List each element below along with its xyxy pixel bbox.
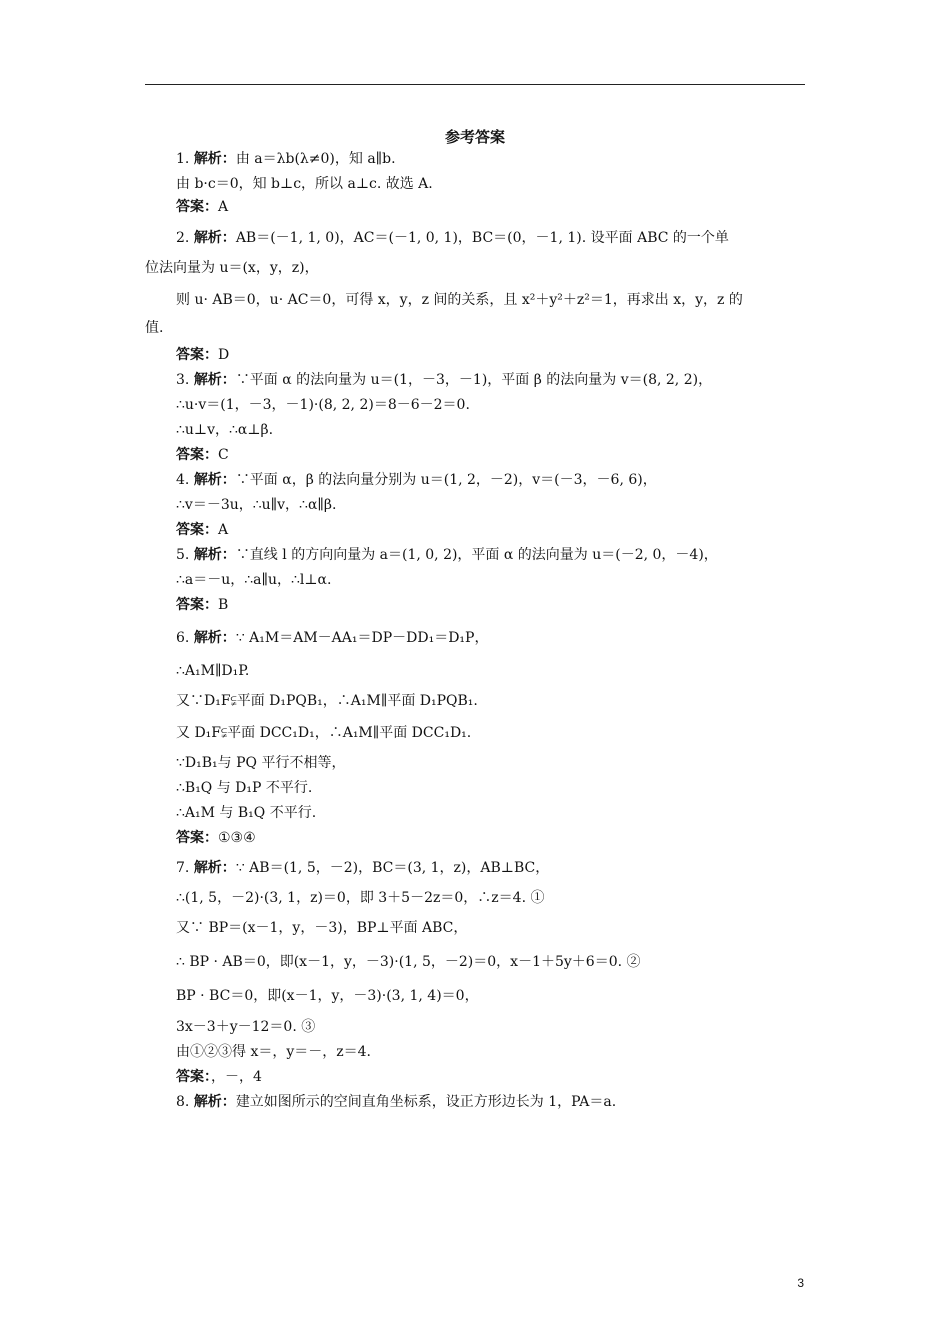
text-line — [176, 445, 229, 465]
text-line — [176, 345, 229, 365]
item-number: 6. — [176, 630, 194, 646]
text-line — [176, 1067, 262, 1087]
answer-label: 答案： — [176, 347, 218, 363]
text-line — [176, 545, 718, 565]
item-number: 5. — [176, 547, 194, 563]
line-text: 由 a＝λb(λ≠0)，知 a∥b. — [235, 151, 396, 167]
text-line — [145, 258, 319, 278]
line-text: 则 u· AB＝0，u· AC＝0，可得 x，y，z 间的关系，且 x²＋y²＋z²＝1，再求出 x，y，z 的 — [176, 292, 743, 308]
text-line — [176, 952, 641, 972]
text-line — [176, 828, 256, 848]
line-text: 又∵D₁F⫋平面 D₁PQB₁，∴A₁M∥平面 D₁PQB₁. — [176, 693, 478, 709]
line-text: ∵ AB＝(1, 5，－2)，BC＝(3, 1，z)，AB⊥BC， — [235, 860, 550, 876]
item-number: 8. — [176, 1094, 194, 1110]
line-text: 建立如图所示的空间直角坐标系，设正方形边长为 1，PA＝a. — [235, 1094, 617, 1110]
answer-label: 答案： — [176, 830, 218, 846]
text-line — [176, 1042, 371, 1062]
answer-label: 答案： — [176, 447, 218, 463]
line-text: ∴A₁M∥D₁P. — [176, 663, 250, 679]
item-number: 4. — [176, 472, 194, 488]
text-line — [145, 318, 163, 338]
analysis-label: 解析： — [193, 151, 236, 167]
analysis-label: 解析： — [193, 860, 236, 876]
line-text: ∴B₁Q 与 D₁P 不平行. — [176, 780, 313, 796]
answer-label: 答案： — [176, 522, 218, 538]
text-line — [176, 986, 479, 1006]
line-text: ∵平面 α 的法向量为 u＝(1，－3，－1)，平面 β 的法向量为 v＝(8, 2, 2)， — [235, 372, 713, 388]
text-line — [176, 149, 396, 169]
line-text: ∵直线 l 的方向向量为 a＝(1, 0, 2)，平面 α 的法向量为 u＝(－2, 0，－4)， — [235, 547, 718, 563]
text-line — [176, 420, 273, 440]
text-line — [176, 197, 228, 217]
text-line — [176, 370, 712, 390]
line-text: A — [218, 522, 229, 538]
text-line — [176, 661, 249, 681]
line-text: 又 D₁F⫋平面 DCC₁D₁，∴A₁M∥平面 DCC₁D₁. — [176, 725, 472, 741]
line-text: A — [218, 199, 229, 215]
line-text: 由 b·c＝0，知 b⊥c，所以 a⊥c. 故选 A. — [176, 176, 433, 192]
text-line — [176, 228, 729, 248]
text-line — [176, 918, 467, 938]
item-number: 7. — [176, 860, 194, 876]
answer-label: 答案： — [176, 199, 218, 215]
line-text: ∵平面 α，β 的法向量分别为 u＝(1, 2，－2)，v＝(－3，－6, 6)， — [235, 472, 657, 488]
item-number: 1. — [176, 151, 194, 167]
line-text: ∴v＝－3u，∴u∥v，∴α∥β. — [176, 497, 337, 513]
analysis-label: 解析： — [193, 472, 236, 488]
text-line — [176, 174, 433, 194]
line-text: ∴u⊥v，∴α⊥β. — [176, 422, 274, 438]
line-text: ∴a＝－u，∴a∥u，∴l⊥α. — [176, 572, 332, 588]
text-line — [176, 1092, 616, 1112]
text-line — [176, 570, 331, 590]
page-title: 参考答案 — [444, 128, 505, 146]
text-line — [176, 628, 488, 648]
text-line — [176, 470, 657, 490]
line-text: ∴(1, 5，－2)·(3, 1，z)＝0，即 3＋5－2z＝0，∴z＝4. ① — [176, 890, 545, 906]
text-line — [176, 753, 345, 773]
text-line — [176, 395, 470, 415]
line-text: ∵ A₁M＝AM－AA₁＝DP－DD₁＝D₁P， — [235, 630, 489, 646]
line-text: C — [218, 447, 229, 463]
line-text: 由①②③得 x＝，y＝－，z＝4. — [176, 1044, 371, 1060]
answer-label: 答案： — [176, 597, 218, 613]
text-line — [176, 595, 228, 615]
analysis-label: 解析： — [193, 1094, 236, 1110]
line-text: D — [218, 347, 230, 363]
text-line — [176, 858, 549, 878]
analysis-label: 解析： — [193, 630, 236, 646]
line-text: ∴A₁M 与 B₁Q 不平行. — [176, 805, 317, 821]
analysis-label: 解析： — [193, 230, 236, 246]
line-text: ①③④ — [218, 830, 256, 846]
text-line — [176, 1017, 315, 1037]
line-text: 又∵ BP＝(x－1，y，－3)，BP⊥平面 ABC， — [176, 920, 468, 936]
text-line — [176, 495, 336, 515]
item-number: 2. — [176, 230, 194, 246]
text-line — [176, 691, 478, 711]
text-line — [176, 290, 743, 310]
item-number: 3. — [176, 372, 194, 388]
answer-label: 答案： — [176, 1069, 211, 1085]
text-line — [176, 778, 312, 798]
line-text: BP · BC＝0，即(x－1，y，－3)·(3, 1, 4)＝0， — [176, 988, 479, 1004]
line-text: ，－，4 — [211, 1069, 262, 1085]
analysis-label: 解析： — [193, 547, 236, 563]
text-line — [176, 803, 316, 823]
analysis-label: 解析： — [193, 372, 236, 388]
line-text: ∴u·v＝(1，－3，－1)·(8, 2, 2)＝8－6－2＝0. — [176, 397, 470, 413]
text-line — [176, 520, 228, 540]
text-line — [176, 723, 471, 743]
header-rule — [145, 84, 805, 85]
line-text: B — [218, 597, 229, 613]
line-text: ∵D₁B₁与 PQ 平行不相等， — [176, 755, 346, 771]
line-text: ∴ BP · AB＝0，即(x－1，y，－3)·(1, 5，－2)＝0，x－1＋5y＋6＝0. ② — [176, 954, 641, 970]
line-text: 位法向量为 u＝(x，y，z)， — [145, 260, 319, 276]
text-line — [176, 888, 544, 908]
page-number: 3 — [797, 1276, 804, 1290]
line-text: 3x－3＋y－12＝0. ③ — [176, 1019, 316, 1035]
line-text: 值. — [145, 320, 164, 336]
line-text: AB＝(－1, 1, 0)，AC＝(－1, 0, 1)，BC＝(0，－1, 1). 设平面 ABC 的一个单 — [235, 230, 729, 246]
